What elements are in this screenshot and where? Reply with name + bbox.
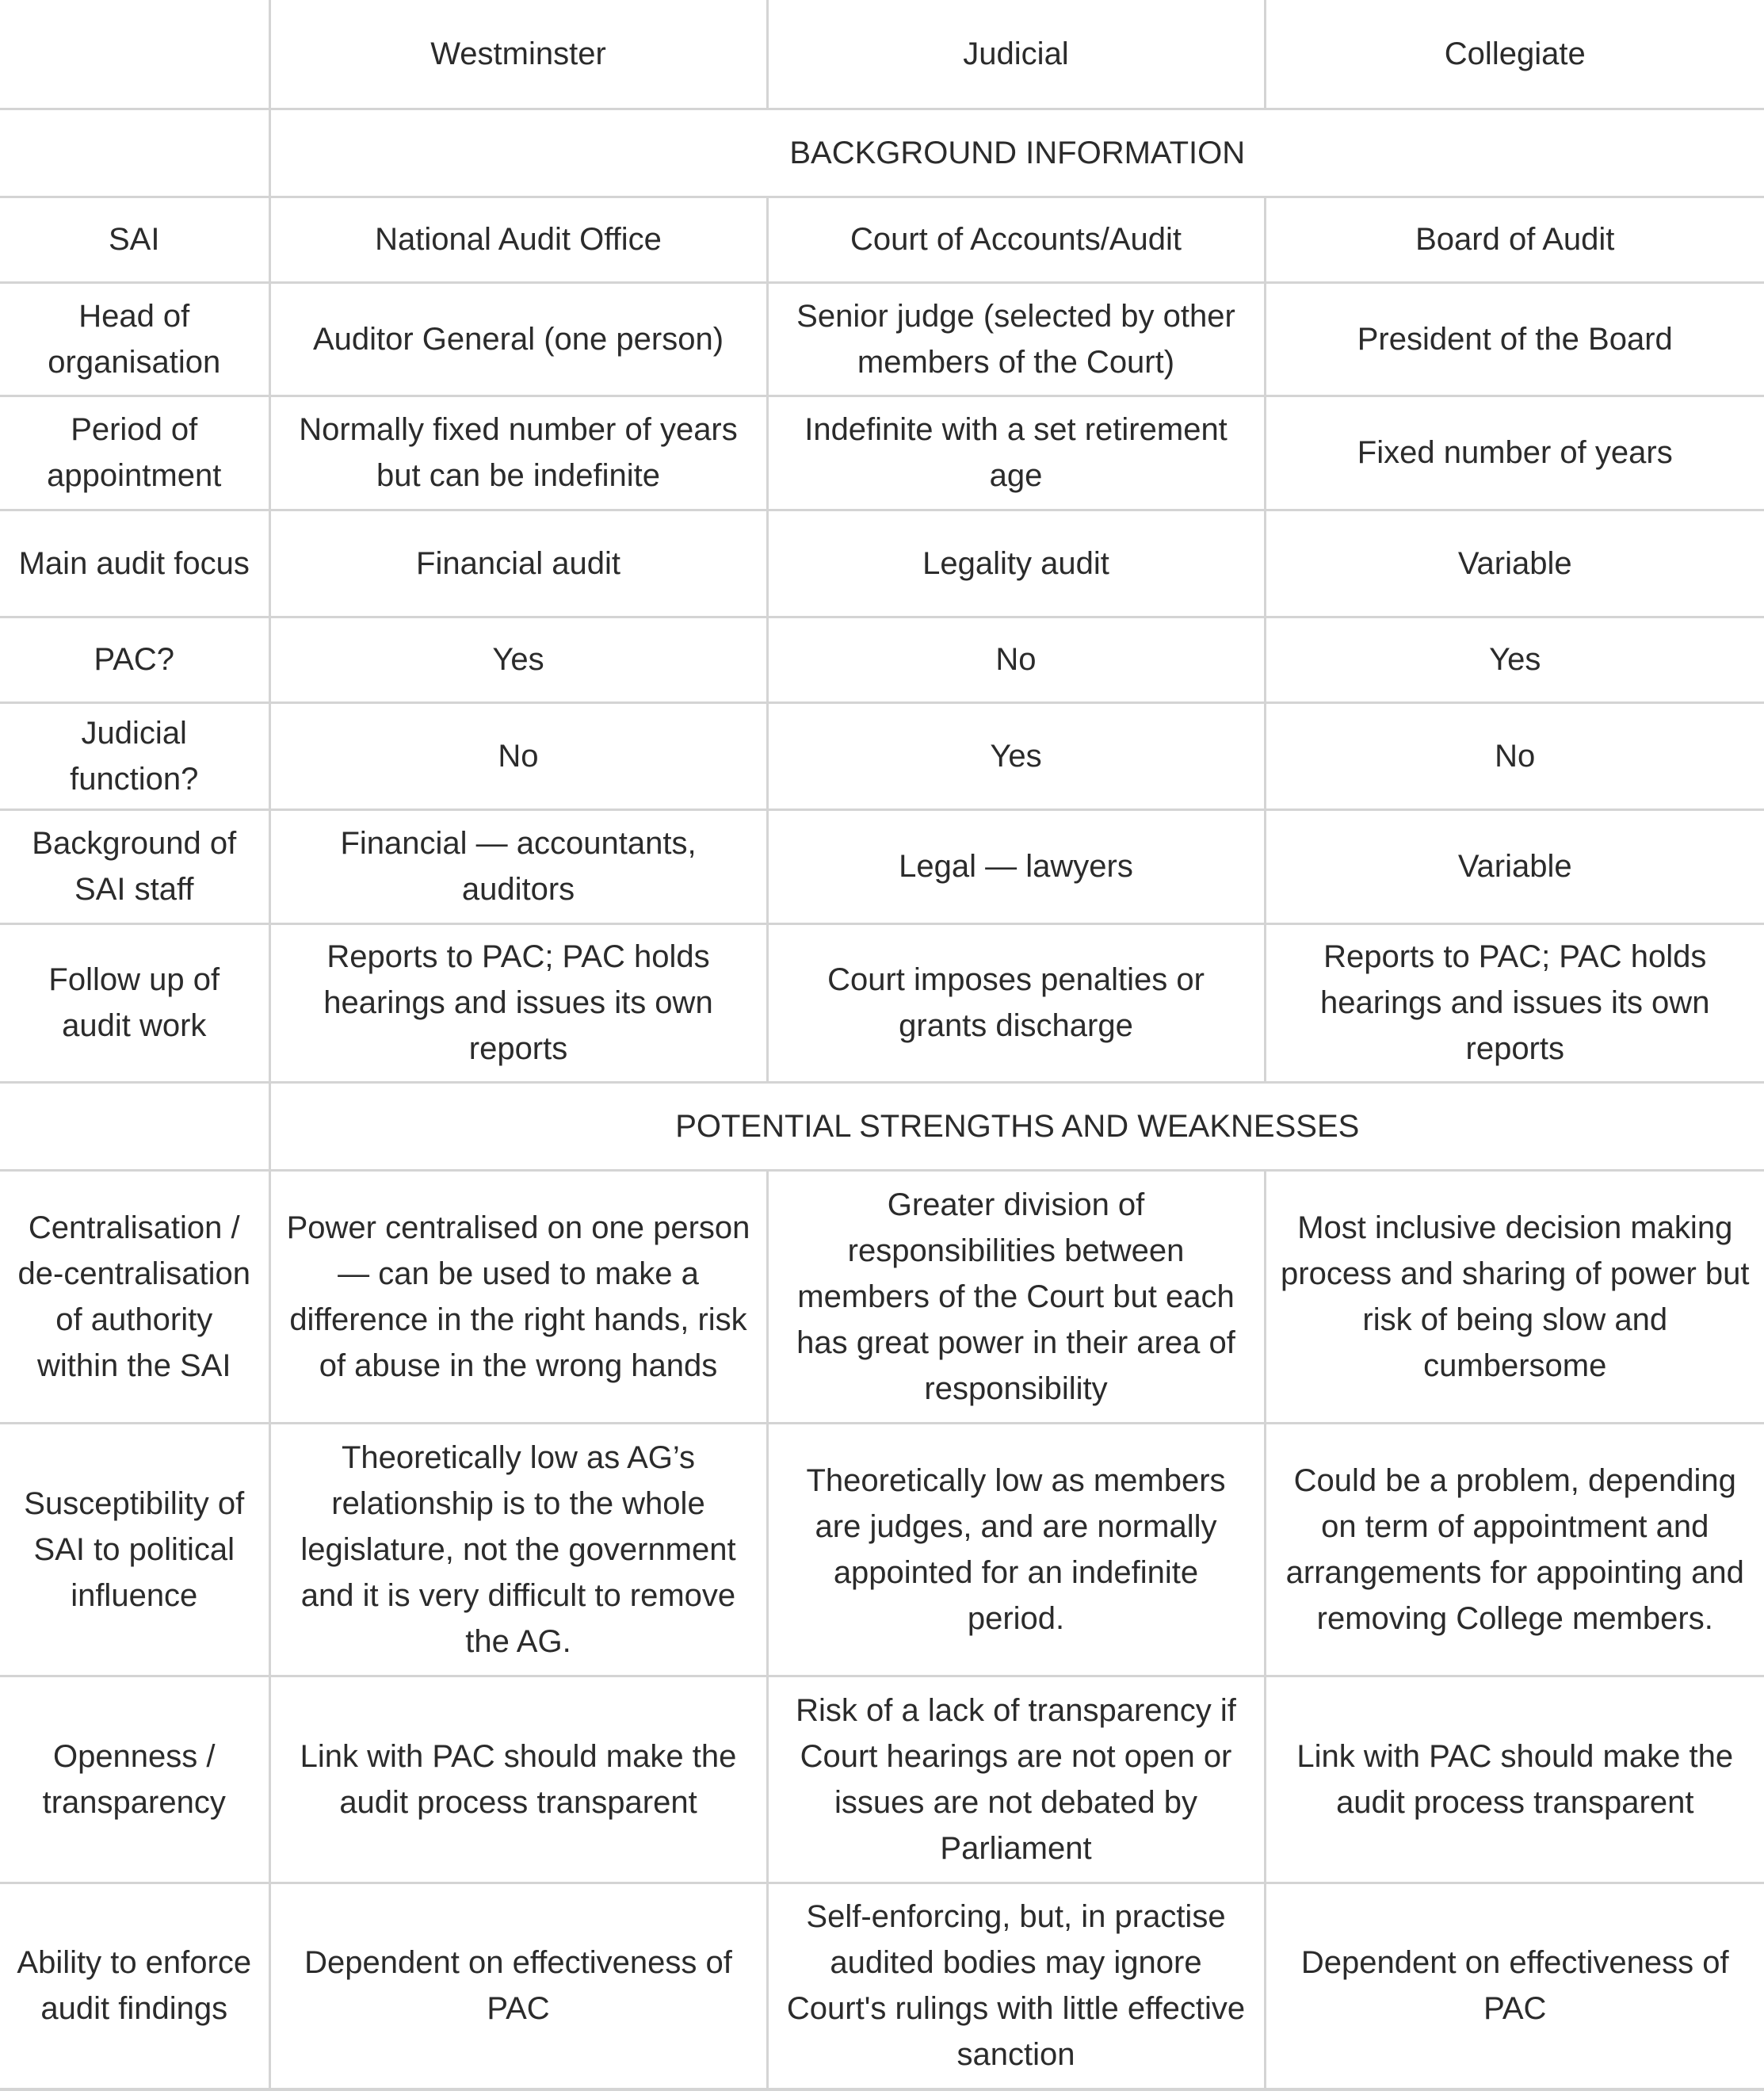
cell-westminster: Link with PAC should make the audit process transparent [269, 1676, 767, 1883]
cell-judicial: Indefinite with a set retirement age [767, 396, 1265, 510]
row-label: Period of appointment [0, 396, 269, 510]
section-row [0, 109, 1764, 197]
cell-judicial: No [767, 617, 1265, 702]
cell-westminster: Financial — accountants, auditors [269, 810, 767, 923]
cell-westminster: No [269, 702, 767, 809]
cell-collegiate: Link with PAC should make the audit process transparent [1265, 1676, 1764, 1883]
table-row [0, 1883, 1764, 2089]
cell-westminster: Financial audit [269, 510, 767, 617]
column-header-westminster: Westminster [269, 0, 767, 109]
section-title-background: BACKGROUND INFORMATION [269, 109, 1764, 197]
row-label: SAI [0, 197, 269, 282]
cell-collegiate: No [1265, 702, 1764, 809]
cell-judicial: Theoretically low as members are judges, and are normally appointed for an indefinite period. [767, 1424, 1265, 1676]
row-label: Openness / transparency [0, 1676, 269, 1883]
row-label: Background of SAI staff [0, 810, 269, 923]
section-spacer [0, 109, 269, 197]
cell-westminster: Yes [269, 617, 767, 702]
corner-cell [0, 0, 269, 109]
row-label: Head of organisation [0, 282, 269, 396]
cell-judicial: Yes [767, 702, 1265, 809]
row-label: Ability to enforce audit findings [0, 1883, 269, 2089]
column-header-judicial: Judicial [767, 0, 1265, 109]
row-label: Susceptibility of SAI to political influence [0, 1424, 269, 1676]
cell-westminster: Auditor General (one person) [269, 282, 767, 396]
row-label: PAC? [0, 617, 269, 702]
cell-westminster: Normally fixed number of years but can be indefinite [269, 396, 767, 510]
table-row [0, 1171, 1764, 1424]
section-row [0, 1083, 1764, 1171]
header-row [0, 0, 1764, 109]
column-header-collegiate: Collegiate [1265, 0, 1764, 109]
cell-westminster: Power centralised on one person — can be used to make a difference in the right hands, risk of abuse in the wrong hands [269, 1171, 767, 1424]
table-row [0, 1424, 1764, 1676]
table-row [0, 510, 1764, 617]
row-label: Main audit focus [0, 510, 269, 617]
cell-westminster: Dependent on effectiveness of PAC [269, 1883, 767, 2089]
cell-judicial: Court imposes penalties or grants discharge [767, 923, 1265, 1083]
section-spacer [0, 1083, 269, 1171]
cell-collegiate: President of the Board [1265, 282, 1764, 396]
cell-judicial: Legal — lawyers [767, 810, 1265, 923]
cell-collegiate: Reports to PAC; PAC holds hearings and issues its own reports [1265, 923, 1764, 1083]
section-title-strengths: POTENTIAL STRENGTHS AND WEAKNESSES [269, 1083, 1764, 1171]
cell-judicial: Senior judge (selected by other members of the Court) [767, 282, 1265, 396]
table-row [0, 282, 1764, 396]
cell-judicial: Greater division of responsibilities between members of the Court but each has great power in their area of responsibility [767, 1171, 1265, 1424]
cell-collegiate: Dependent on effectiveness of PAC [1265, 1883, 1764, 2089]
row-label: Judicial function? [0, 702, 269, 809]
cell-collegiate: Variable [1265, 510, 1764, 617]
table-row [0, 1676, 1764, 1883]
table-row [0, 923, 1764, 1083]
cell-westminster: Theoretically low as AG’s relationship is to the whole legislature, not the government and it is very difficult to remove the AG. [269, 1424, 767, 1676]
table-row [0, 702, 1764, 809]
cell-collegiate: Fixed number of years [1265, 396, 1764, 510]
cell-judicial: Court of Accounts/Audit [767, 197, 1265, 282]
cell-collegiate: Most inclusive decision making process and sharing of power but risk of being slow and cumbersome [1265, 1171, 1764, 1424]
cell-judicial: Self-enforcing, but, in practise audited bodies may ignore Court's rulings with little effective sanction [767, 1883, 1265, 2089]
table-row [0, 810, 1764, 923]
cell-judicial: Risk of a lack of transparency if Court hearings are not open or issues are not debated by Parliament [767, 1676, 1265, 1883]
cell-collegiate: Yes [1265, 617, 1764, 702]
cell-collegiate: Could be a problem, depending on term of appointment and arrangements for appointing and removing College members. [1265, 1424, 1764, 1676]
cell-judicial: Legality audit [767, 510, 1265, 617]
row-label: Follow up of audit work [0, 923, 269, 1083]
table-row [0, 197, 1764, 282]
cell-collegiate: Variable [1265, 810, 1764, 923]
table-row [0, 396, 1764, 510]
cell-collegiate: Board of Audit [1265, 197, 1764, 282]
row-label: Centralisation / de-centralisation of authority within the SAI [0, 1171, 269, 1424]
table-row [0, 617, 1764, 702]
cell-westminster: National Audit Office [269, 197, 767, 282]
cell-westminster: Reports to PAC; PAC holds hearings and issues its own reports [269, 923, 767, 1083]
